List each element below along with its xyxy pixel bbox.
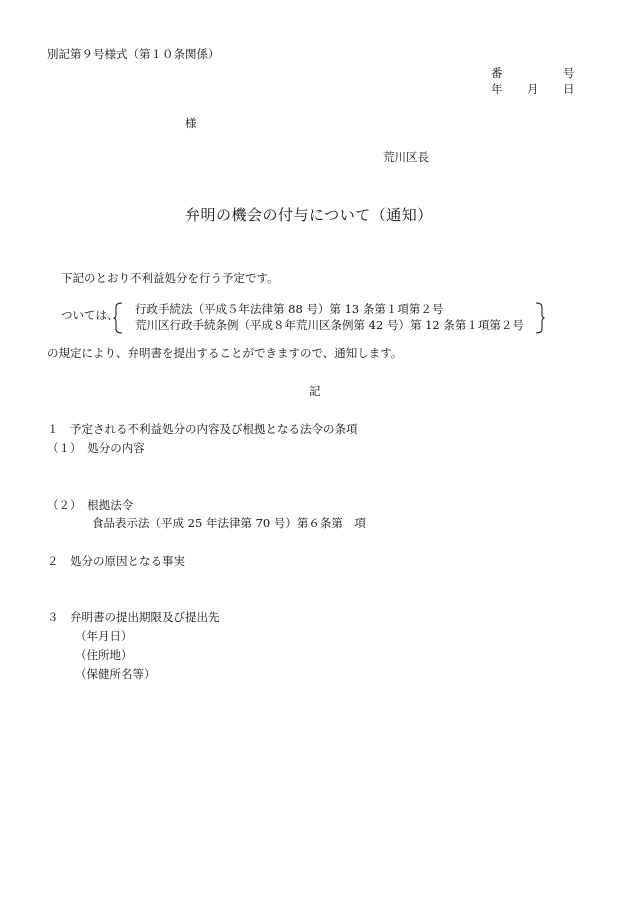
item1-sub2-body: 食品表示法（平成 25 年法律第 70 号）第６条第 項 — [92, 516, 366, 530]
item3-address: （住所地） — [75, 648, 133, 662]
date-year-label: 年 — [491, 82, 503, 96]
item1-heading: １ 予定される不利益処分の内容及び根拠となる法令の条項 — [47, 422, 358, 436]
item3-heading: ３ 弁明書の提出期限及び提出先 — [47, 610, 220, 624]
item3-office-name: （保健所名等） — [75, 667, 156, 681]
law-line-1: 行政手続法（平成５年法律第 88 号）第 13 条第１項第２号 — [135, 302, 444, 316]
closing-text: の規定により、弁明書を提出することができますので、通知します。 — [47, 346, 403, 360]
date-month-label: 月 — [527, 82, 539, 96]
ref-prefix: ついては、 — [61, 308, 119, 322]
item1-sub1: （１） 処分の内容 — [47, 441, 145, 455]
left-bracket — [113, 302, 123, 334]
document-title: 弁明の機会の付与について（通知） — [185, 206, 433, 224]
item3-deadline: （年月日） — [75, 629, 133, 643]
law-line-2: 荒川区行政手続条例（平成８年荒川区条例第 42 号）第 12 条第１項第２号 — [135, 318, 524, 332]
item2-heading: ２ 処分の原因となる事実 — [47, 554, 185, 568]
form-label: 別記第９号様式（第１０条関係） — [47, 47, 220, 61]
addressee-suffix: 様 — [185, 116, 197, 130]
ki-heading: 記 — [309, 384, 321, 398]
right-bracket — [535, 302, 545, 334]
intro-text: 下記のとおり不利益処分を行う予定です。 — [61, 271, 279, 285]
item1-sub2: （２） 根拠法令 — [47, 498, 134, 512]
date-day-label: 日 — [563, 82, 575, 96]
sender-name: 荒川区長 — [383, 150, 429, 164]
ref-go-label: 号 — [563, 66, 575, 80]
ref-number-label: 番 — [491, 66, 503, 80]
